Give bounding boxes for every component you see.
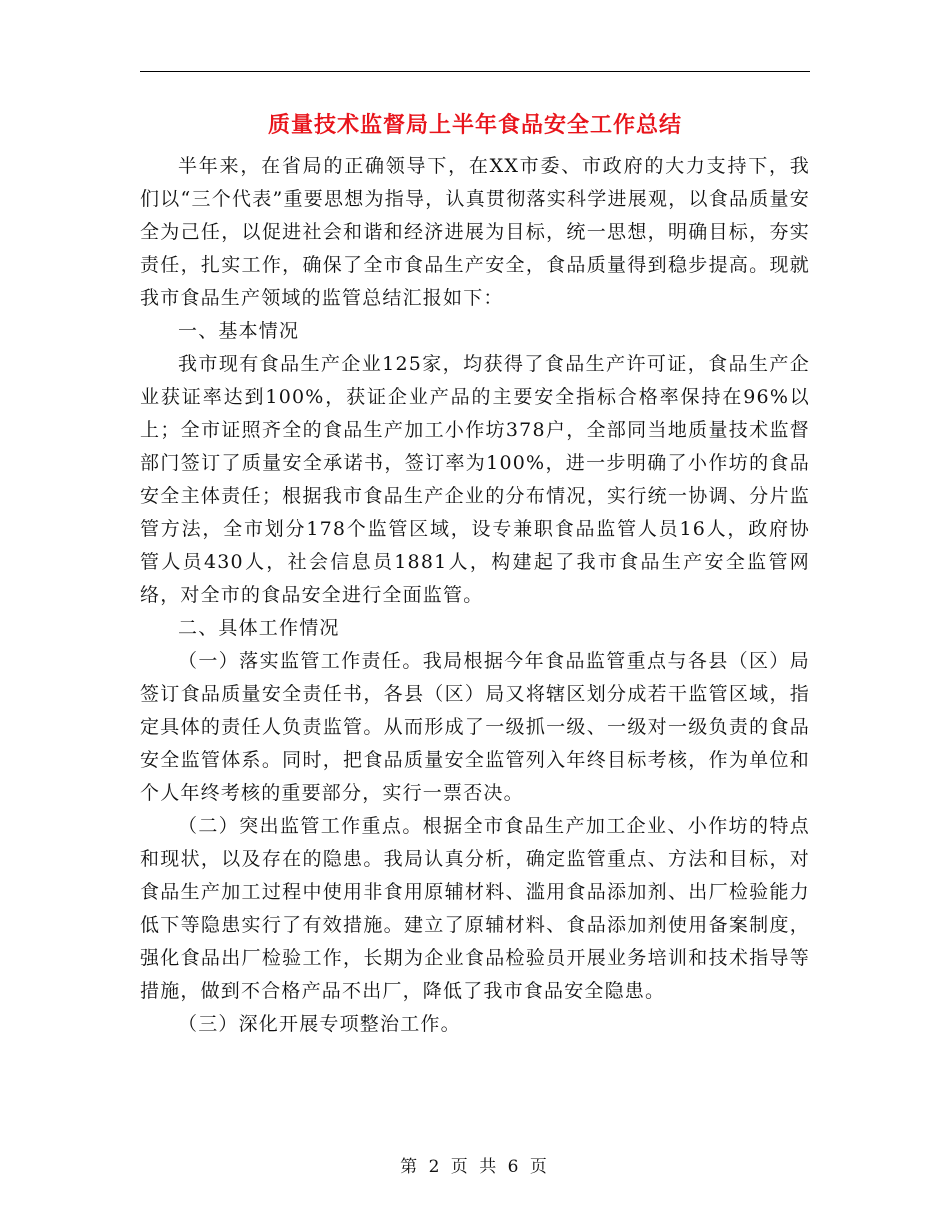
document-title: 质量技术监督局上半年食品安全工作总结 (267, 113, 682, 138)
work-item-1-paragraph: （一）落实监管工作责任。我局根据今年食品监管重点与各县（区）局签订食品质量安全责任书，各县（区）局又将辖区划分成若干监管区域，指定具体的责任人负责监管。从而形成了一级抓一级、一级对一级负责的食品安全监管体系。同时，把食品质量安全监管列入年终目标考核，作为单位和个人年终考核的重要部分，实行一票否决。 (140, 650, 810, 804)
section-heading-basic: 一、基本情况 (178, 320, 300, 342)
page-number-footer: 第 2 页 共 6 页 (400, 1157, 550, 1177)
intro-paragraph: 半年来，在省局的正确领导下，在XX市委、市政府的大力支持下，我们以“三个代表”重要思想为指导，认真贯彻落实科学进展观，以食品质量安全为己任，以促进社会和谐和经济进展为目标，统一思想，明确目标，夯实责任，扎实工作，确保了全市食品生产安全，食品质量得到稳步提高。现就我市食品生产领域的监管总结汇报如下： (140, 155, 810, 309)
work-item-2-paragraph: （二）突出监管工作重点。根据全市食品生产加工企业、小作坊的特点和现状，以及存在的隐患。我局认真分析，确定监管重点、方法和目标，对食品生产加工过程中使用非食用原辅材料、滥用食品添加剂、出厂检验能力低下等隐患实行了有效措施。建立了原辅材料、食品添加剂使用备案制度，强化食品出厂检验工作，长期为企业食品检验员开展业务培训和技术指导等措施，做到不合格产品不出厂，降低了我市食品安全隐患。 (140, 815, 810, 1002)
work-item-3-paragraph: （三）深化开展专项整治工作。 (178, 1013, 461, 1035)
section-heading-work: 二、具体工作情况 (178, 617, 340, 639)
document-body (140, 150, 810, 1041)
header-rule (140, 71, 810, 72)
basic-situation-paragraph: 我市现有食品生产企业125家，均获得了食品生产许可证，食品生产企业获证率达到100%，获证企业产品的主要安全指标合格率保持在96%以上；全市证照齐全的食品生产加工小作坊378户，全部同当地质量技术监督部门签订了质量安全承诺书，签订率为100%，进一步明确了小作坊的食品安全主体责任；根据我市食品生产企业的分布情况，实行统一协调、分片监管方法，全市划分178个监管区域，设专兼职食品监管人员16人，政府协管人员430人，社会信息员1881人，构建起了我市食品生产安全监管网络，对全市的食品安全进行全面监管。 (140, 353, 810, 606)
